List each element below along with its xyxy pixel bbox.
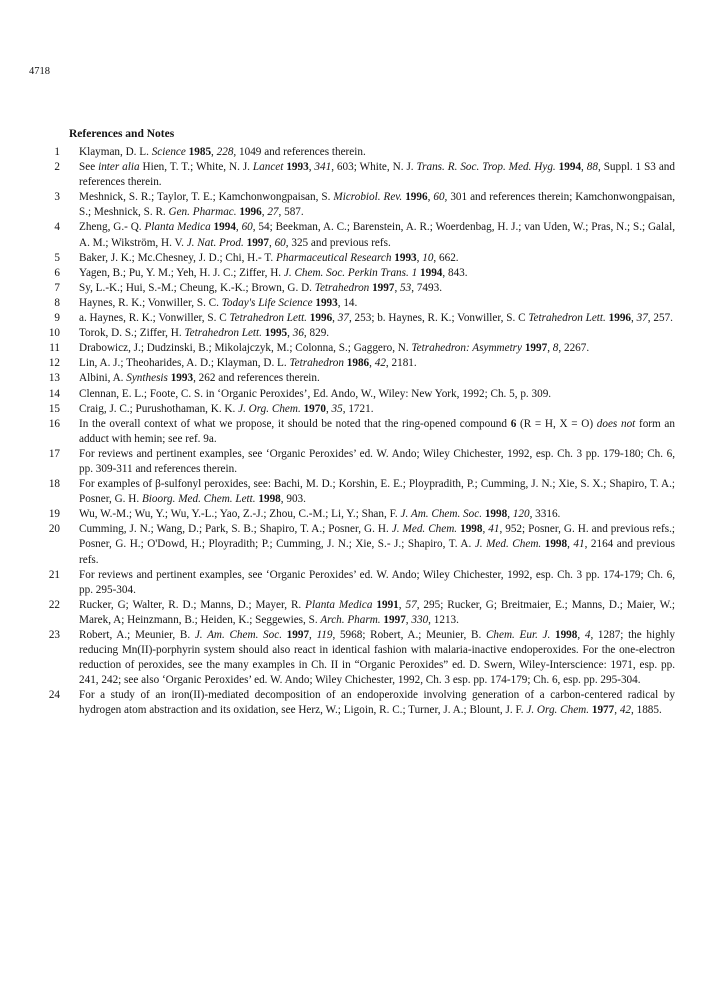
reference-number: 23 xyxy=(48,629,60,641)
reference-segment: 1998 xyxy=(258,493,281,506)
reference-segment: does not xyxy=(596,417,639,430)
reference-item xyxy=(44,477,675,507)
reference-segment: , 843. xyxy=(442,266,468,279)
reference-item xyxy=(44,160,675,190)
reference-segment: 42 xyxy=(374,357,386,370)
reference-segment: , xyxy=(577,629,585,641)
reference-number: 2 xyxy=(54,161,60,174)
reference-segment: , xyxy=(287,327,293,340)
reference-number: 20 xyxy=(48,523,60,536)
reference-segment: 1994 xyxy=(213,221,236,234)
reference-segment: 1997 xyxy=(383,613,406,626)
reference-segment: , xyxy=(332,312,338,325)
reference-segment: , 253; b. Haynes, R. K.; Vonwiller, S. C xyxy=(348,312,529,325)
reference-segment: Tetrahedron Lett. xyxy=(229,312,310,325)
reference-item xyxy=(44,296,675,311)
reference-item xyxy=(44,522,675,567)
reference-segment: , xyxy=(581,161,587,174)
reference-text xyxy=(79,266,675,281)
reference-segment: , xyxy=(567,538,574,551)
reference-segment: Zheng, G.- Q. xyxy=(79,221,145,234)
reference-segment: 1977 xyxy=(591,704,615,717)
reference-segment: 341 xyxy=(314,161,332,174)
reference-number: 8 xyxy=(54,296,60,309)
reference-segment: 1995 xyxy=(264,327,288,340)
reference-segment: , 1721. xyxy=(342,402,374,415)
reference-segment: 1996 xyxy=(405,191,428,204)
reference-text xyxy=(79,402,675,417)
reference-segment: , 5968; Robert, A.; Meunier, B. xyxy=(332,629,486,641)
reference-segment: 1993 xyxy=(315,296,338,309)
reference-segment: 36 xyxy=(292,327,304,340)
reference-item xyxy=(44,447,675,477)
reference-text xyxy=(79,477,675,507)
reference-text xyxy=(79,326,675,341)
reference-text xyxy=(79,568,675,598)
reference-segment: J. Chem. Soc. Perkin Trans. 1 xyxy=(283,266,420,279)
reference-segment: J. Org. Chem. xyxy=(526,704,592,717)
reference-item xyxy=(44,266,675,281)
reference-segment: Wu, W.-M.; Wu, Y.; Wu, Y.-L.; Yao, Z.-J.; Zhou, C.-M.; Li, Y.; Shan, F. xyxy=(79,508,401,521)
reference-text xyxy=(79,281,675,296)
reference-text xyxy=(79,160,675,190)
reference-segment: J. Am. Chem. Soc. xyxy=(194,629,287,641)
reference-segment: , 829. xyxy=(303,327,330,340)
reference-segment: 60 xyxy=(241,221,253,234)
reference-segment: J. Med. Chem. xyxy=(391,523,461,536)
reference-item xyxy=(44,507,675,522)
reference-segment: Yagen, B.; Pu, Y. M.; Yeh, H. J. C.; Ziffer, H. xyxy=(79,266,284,279)
reference-segment: For reviews and pertinent examples, see ‘Organic Peroxides’ ed. W. Ando; Wiley Chichester, 1992, esp. Ch. 3 pp. 174-179; Ch. 6, pp. 295-304. xyxy=(79,568,675,596)
reference-segment: Lancet xyxy=(252,161,287,174)
reference-number: 24 xyxy=(48,689,60,702)
reference-segment: J. Med. Chem. xyxy=(474,538,545,551)
reference-segment: Pharmaceutical Research xyxy=(275,251,395,264)
reference-segment: 1991 xyxy=(376,598,399,611)
reference-segment: , xyxy=(547,342,553,355)
reference-segment: 1996 xyxy=(608,312,631,325)
reference-segment: 6 xyxy=(510,417,517,430)
reference-number: 14 xyxy=(48,387,60,400)
reference-segment: , 3316. xyxy=(529,508,561,521)
reference-segment: 1993 xyxy=(170,372,194,385)
reference-item xyxy=(44,311,675,326)
reference-item xyxy=(44,371,675,386)
reference-segment: Tetrahedron xyxy=(314,281,373,294)
reference-segment: , xyxy=(261,206,268,219)
reference-segment: Chem. Eur. J. xyxy=(485,629,555,641)
reference-text xyxy=(79,356,675,371)
reference-segment: Klayman, D. L. xyxy=(79,146,152,158)
reference-number: 22 xyxy=(48,598,60,611)
reference-segment: Cumming, J. N.; Wang, D.; Park, S. B.; Shapiro, T. A.; Posner, G. H. xyxy=(79,523,392,536)
reference-segment: 120 xyxy=(512,508,530,521)
reference-segment: 301 and references therein; Kamchonwongpaisan, S.; Meshnick, S. R. xyxy=(79,191,676,219)
reference-segment: , 2164 and previous refs. xyxy=(79,538,675,566)
reference-segment: Rucker, G; Walter, R. D.; Manns, D.; Mayer, R. xyxy=(79,598,306,611)
reference-segment: 1998 xyxy=(484,508,508,521)
reference-segment: 57 xyxy=(405,598,417,611)
reference-segment: For a study of an iron(II)-mediated decomposition of an endoperoxide involving generation of a carbon-centered radical by hydrogen atom abstraction and its oxidation, see Herz, W.; Ligoin, R. C.; Turner, J. A.; Blount, J. F. xyxy=(79,689,675,717)
reference-segment: 1993 xyxy=(286,161,309,174)
reference-segment: 53 xyxy=(400,281,412,294)
reference-segment: 1994 xyxy=(558,161,582,174)
reference-segment: 1997 xyxy=(372,281,395,294)
reference-segment: 1985 xyxy=(188,146,212,158)
reference-segment: , xyxy=(405,613,412,626)
reference-text xyxy=(79,628,675,688)
reference-segment: Baker, J. K.; Mc.Chesney, J. D.; Chi, H.- T. xyxy=(79,251,276,264)
reference-segment: , xyxy=(325,402,332,415)
reference-text xyxy=(79,598,675,628)
reference-segment: Meshnick, S. R.; Taylor, T. E.; Kamchonwongpaisan, S. xyxy=(79,191,334,204)
reference-segment: , xyxy=(394,281,401,294)
reference-segment: , 903. xyxy=(280,493,306,506)
reference-segment: Hien, T. T.; White, N. J. xyxy=(142,161,253,174)
reference-segment: Trans. R. Soc. Trop. Med. Hyg. xyxy=(416,161,559,174)
reference-number: 3 xyxy=(54,191,60,204)
reference-segment: 35 xyxy=(331,402,343,415)
reference-segment: 27 xyxy=(267,206,279,219)
reference-segment: , Suppl. 1 S3 and references therein. xyxy=(79,161,675,189)
reference-number: 12 xyxy=(48,357,60,370)
reference-number: 13 xyxy=(48,372,60,385)
reference-segment: , 1213. xyxy=(428,613,459,626)
reference-text xyxy=(79,522,675,567)
reference-text xyxy=(79,311,675,326)
reference-segment: a. Haynes, R. K.; Vonwiller, S. C xyxy=(79,312,230,325)
reference-segment: 10 xyxy=(422,251,434,264)
reference-segment: , xyxy=(427,191,434,204)
reference-segment: 37 xyxy=(636,312,648,325)
reference-item xyxy=(44,628,675,688)
reference-number: 21 xyxy=(48,568,60,581)
reference-list xyxy=(44,145,675,719)
reference-number: 10 xyxy=(48,327,60,340)
reference-segment: 8 xyxy=(552,342,559,355)
reference-segment: , xyxy=(309,629,317,641)
section-heading: References and Notes xyxy=(69,128,175,140)
reference-segment: , 257. xyxy=(647,312,673,325)
reference-segment: Tetrahedron: Asymmetry xyxy=(411,342,525,355)
reference-number: 11 xyxy=(49,342,60,355)
reference-number: 15 xyxy=(48,402,60,415)
reference-segment: See xyxy=(79,161,99,174)
reference-segment: J. Org. Chem. xyxy=(238,402,304,415)
reference-text xyxy=(79,371,675,386)
reference-segment: , 587. xyxy=(278,206,304,219)
reference-segment: , 325 and previous refs. xyxy=(285,236,391,249)
reference-segment: , xyxy=(631,312,637,325)
reference-text xyxy=(79,251,675,266)
reference-segment: , 262 and references therein. xyxy=(193,372,320,385)
reference-number: 7 xyxy=(54,281,60,294)
reference-item xyxy=(44,356,675,371)
reference-number: 18 xyxy=(48,478,60,491)
reference-segment: , 14. xyxy=(337,296,358,309)
reference-segment: , xyxy=(416,251,423,264)
reference-segment: Haynes, R. K.; Vonwiller, S. C. xyxy=(79,296,222,309)
reference-number: 17 xyxy=(48,447,60,460)
reference-segment: 60, xyxy=(433,191,451,204)
reference-segment: Robert, A.; Meunier, B. xyxy=(79,629,195,641)
reference-text xyxy=(79,145,675,160)
reference-item xyxy=(44,145,675,160)
reference-segment: 41 xyxy=(488,523,500,536)
reference-item xyxy=(44,220,675,250)
reference-segment: Torok, D. S.; Ziffer, H. xyxy=(79,327,185,340)
reference-item xyxy=(44,387,675,402)
reference-number: 6 xyxy=(54,266,60,279)
reference-item xyxy=(44,281,675,296)
reference-text xyxy=(79,447,675,477)
reference-segment: 330 xyxy=(411,613,429,626)
reference-segment: , 2181. xyxy=(385,357,417,370)
reference-segment: , xyxy=(369,357,375,370)
reference-segment: 228, xyxy=(216,146,240,158)
reference-segment: Tetrahedron Lett. xyxy=(528,312,609,325)
reference-number: 19 xyxy=(48,508,60,521)
reference-segment: For reviews and pertinent examples, see ‘Organic Peroxides’ ed. W. Ando; Wiley Chichester, 1992, esp. Ch. 3 pp. 179-180; Ch. 6, pp. 309-311 and references therein. xyxy=(79,447,675,475)
page-number: 4718 xyxy=(29,66,50,77)
reference-text xyxy=(79,688,675,718)
reference-item xyxy=(44,417,675,447)
reference-segment: inter alia xyxy=(98,161,143,174)
reference-item xyxy=(44,402,675,417)
reference-segment: , 1885. xyxy=(631,704,662,717)
reference-text xyxy=(79,507,675,522)
reference-item xyxy=(44,190,675,220)
reference-segment: , xyxy=(308,161,315,174)
reference-segment: Microbiol. Rev. xyxy=(333,191,406,204)
reference-number: 1 xyxy=(54,146,60,158)
reference-segment: Today's Life Science xyxy=(221,296,316,309)
reference-segment: form an adduct with hemin; see ref. 9a. xyxy=(79,417,675,445)
reference-segment: , 952; Posner, G. H. and previous refs.; Posner, G. H.; O'Dowd, H.; Ployradith; P.; Cumming, J. N.; Xie, S.- J.; Shapiro, T. A. xyxy=(79,523,675,551)
reference-segment: , 54; Beekman, A. C.; Barenstein, A. R.; Woerdenbag, H. J.; van Uden, W.; Pras, N.; S.; Galal, A. M.; Wikström, H. V. xyxy=(79,221,675,249)
reference-segment: 41 xyxy=(573,538,585,551)
reference-segment: 1986 xyxy=(346,357,370,370)
reference-segment: 37 xyxy=(337,312,349,325)
reference-segment: Drabowicz, J.; Dudzinski, B.; Mikolajczyk, M.; Colonna, S.; Gaggero, N. xyxy=(79,342,412,355)
reference-segment: 88 xyxy=(586,161,598,174)
reference-segment: Tetrahedron Lett. xyxy=(184,327,265,340)
reference-segment: 1049 and references therein. xyxy=(239,146,366,158)
reference-number: 4 xyxy=(54,221,60,234)
reference-text xyxy=(79,417,675,447)
reference-segment: 1998 xyxy=(554,629,578,641)
reference-segment: Gen. Pharmac. xyxy=(168,206,240,219)
reference-text xyxy=(79,387,675,402)
reference-text xyxy=(79,341,675,356)
reference-segment: , 603; White, N. J. xyxy=(331,161,417,174)
reference-segment: 1997 xyxy=(286,629,310,641)
reference-segment: 1997 xyxy=(246,236,269,249)
reference-segment: Planta Medica xyxy=(305,598,377,611)
reference-segment: Synthesis xyxy=(126,372,171,385)
reference-segment: Planta Medica xyxy=(144,221,214,234)
reference-segment: 119 xyxy=(316,629,333,641)
reference-segment: 1970 xyxy=(303,402,326,415)
reference-segment: , 2267. xyxy=(558,342,590,355)
reference-segment: , 295; Rucker, G; Breitmaier, E.; Manns, D.; Maier, W.; Marek, A; Heinzmann, B.; Heiden, K.; Seggewies, S. xyxy=(79,598,676,626)
reference-number: 5 xyxy=(54,251,60,264)
reference-segment: , xyxy=(507,508,513,521)
reference-segment: J. Am. Chem. Soc. xyxy=(400,508,485,521)
reference-segment: 1996 xyxy=(239,206,262,219)
reference-segment: 60 xyxy=(274,236,286,249)
reference-item xyxy=(44,688,675,718)
reference-segment: Clennan, E. L.; Foote, C. S. in ‘Organic Peroxides’, Ed. Ando, W., Wiley: New York, 1992; Ch. 5, p. 309. xyxy=(79,387,552,400)
reference-segment: , xyxy=(211,146,217,158)
reference-segment: , xyxy=(614,704,620,717)
reference-segment: 1998 xyxy=(460,523,483,536)
reference-segment: In the overall context of what we propose, it should be noted that the ring-opened compound xyxy=(79,417,511,430)
reference-segment: 1997 xyxy=(524,342,548,355)
reference-segment: Science xyxy=(151,146,189,158)
reference-item xyxy=(44,341,675,356)
reference-segment: , xyxy=(398,598,406,611)
reference-segment: , xyxy=(268,236,275,249)
reference-segment: Bioorg. Med. Chem. Lett. xyxy=(141,493,259,506)
reference-segment: 1994 xyxy=(420,266,443,279)
reference-segment: Tetrahedron xyxy=(289,357,347,370)
reference-segment: (R = H, X = O) xyxy=(516,417,597,430)
reference-segment: 1998 xyxy=(544,538,568,551)
reference-item xyxy=(44,251,675,266)
reference-segment: For examples of β-sulfonyl peroxides, see: Bachi, M. D.; Korshin, E. E.; Ploypradith, P.; Cumming, J. N.; Xie, S. X.; Shapiro, T. A.; Posner, G. H. xyxy=(79,478,675,506)
reference-segment: 1996 xyxy=(309,312,333,325)
reference-number: 9 xyxy=(54,312,60,325)
reference-text xyxy=(79,190,675,220)
reference-segment: Craig, J. C.; Purushothaman, K. K. xyxy=(79,402,239,415)
reference-segment: , xyxy=(482,523,489,536)
reference-segment: Lin, A. J.; Theoharides, A. D.; Klayman, D. L. xyxy=(79,357,290,370)
reference-segment: 42 xyxy=(619,704,631,717)
reference-item xyxy=(44,568,675,598)
reference-text xyxy=(79,220,675,250)
reference-text xyxy=(79,296,675,311)
reference-segment: Sy, L.-K.; Hui, S.-M.; Cheung, K.-K.; Brown, G. D. xyxy=(79,281,315,294)
reference-segment: J. Nat. Prod. xyxy=(186,236,247,249)
reference-segment: 4 xyxy=(584,629,591,641)
reference-segment: , 662. xyxy=(433,251,459,264)
reference-item xyxy=(44,598,675,628)
reference-item xyxy=(44,326,675,341)
reference-number: 16 xyxy=(48,417,60,430)
reference-segment: Albini, A. xyxy=(79,372,127,385)
reference-segment: 1993 xyxy=(394,251,417,264)
reference-segment: , xyxy=(235,221,242,234)
reference-segment: Arch. Pharm. xyxy=(320,613,384,626)
reference-segment: , 7493. xyxy=(411,281,442,294)
reference-segment: , 1287; the highly reducing Mn(II)-porphyrin system should also react in identical fashion with malaria-inactive endoperoxides. For the one-electron reduction of peroxides, see the many examples in Ch. II in “Organic Peroxides” ed. D. Swern, Wiley-Interscience: 1971, esp. pp. 241, 242; see also ‘Organic Peroxides’ ed. W. Ando; Wiley Chichester, 1992, Ch. 3 esp. pp. 174-179; Ch. 6, esp. pp. 295-304. xyxy=(79,629,676,687)
